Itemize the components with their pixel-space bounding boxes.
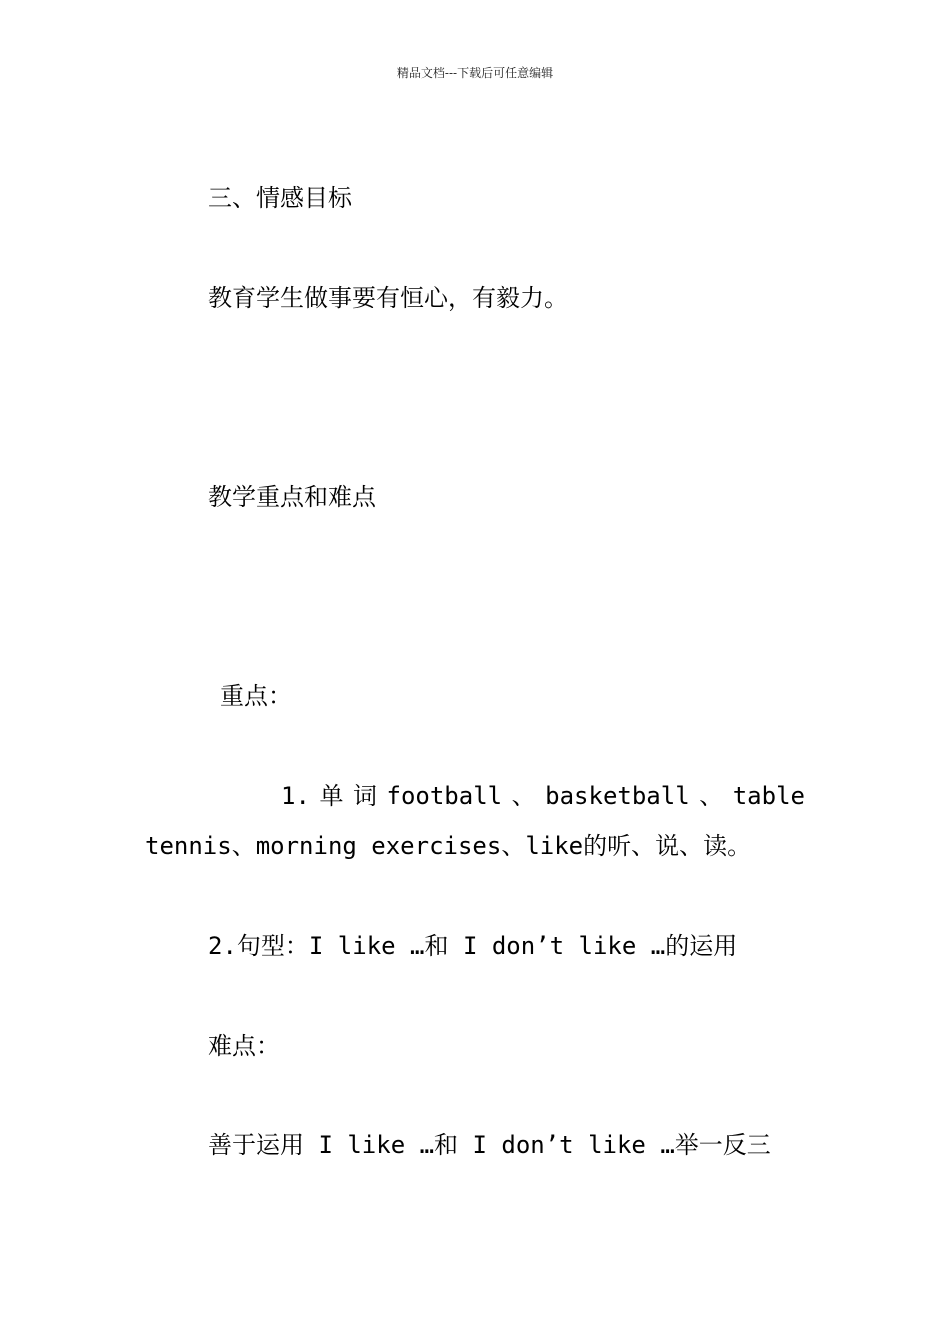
item1-word-2: 词 (352, 782, 377, 810)
item1-word-4: 、 (511, 782, 536, 810)
key-points-label: 重点： (220, 682, 292, 710)
item1-second-line: tennis、morning exercises、like的听、说、读。 (145, 832, 752, 860)
item1-word-7: table (732, 782, 805, 810)
key-difficult-heading: 教学重点和难点 (208, 483, 376, 511)
item2-text: 2.句型：I like …和 I don’t like …的运用 (208, 932, 738, 960)
section-heading: 三、情感目标 (208, 184, 352, 212)
item1-word-6: 、 (699, 782, 724, 810)
item1-number: 1. (281, 782, 310, 810)
page-header: 精品文档---下载后可任意编辑 (396, 66, 554, 80)
difficult-text: 善于运用 I like …和 I don’t like …举一反三 (208, 1131, 771, 1159)
difficult-label: 难点： (208, 1032, 280, 1060)
item1-first-line (145, 780, 805, 812)
item1-word-5: basketball (545, 782, 690, 810)
item1-word-3: football (386, 782, 503, 810)
goal-text: 教育学生做事要有恒心，有毅力。 (208, 284, 568, 312)
item1-word-1: 单 (319, 782, 344, 810)
